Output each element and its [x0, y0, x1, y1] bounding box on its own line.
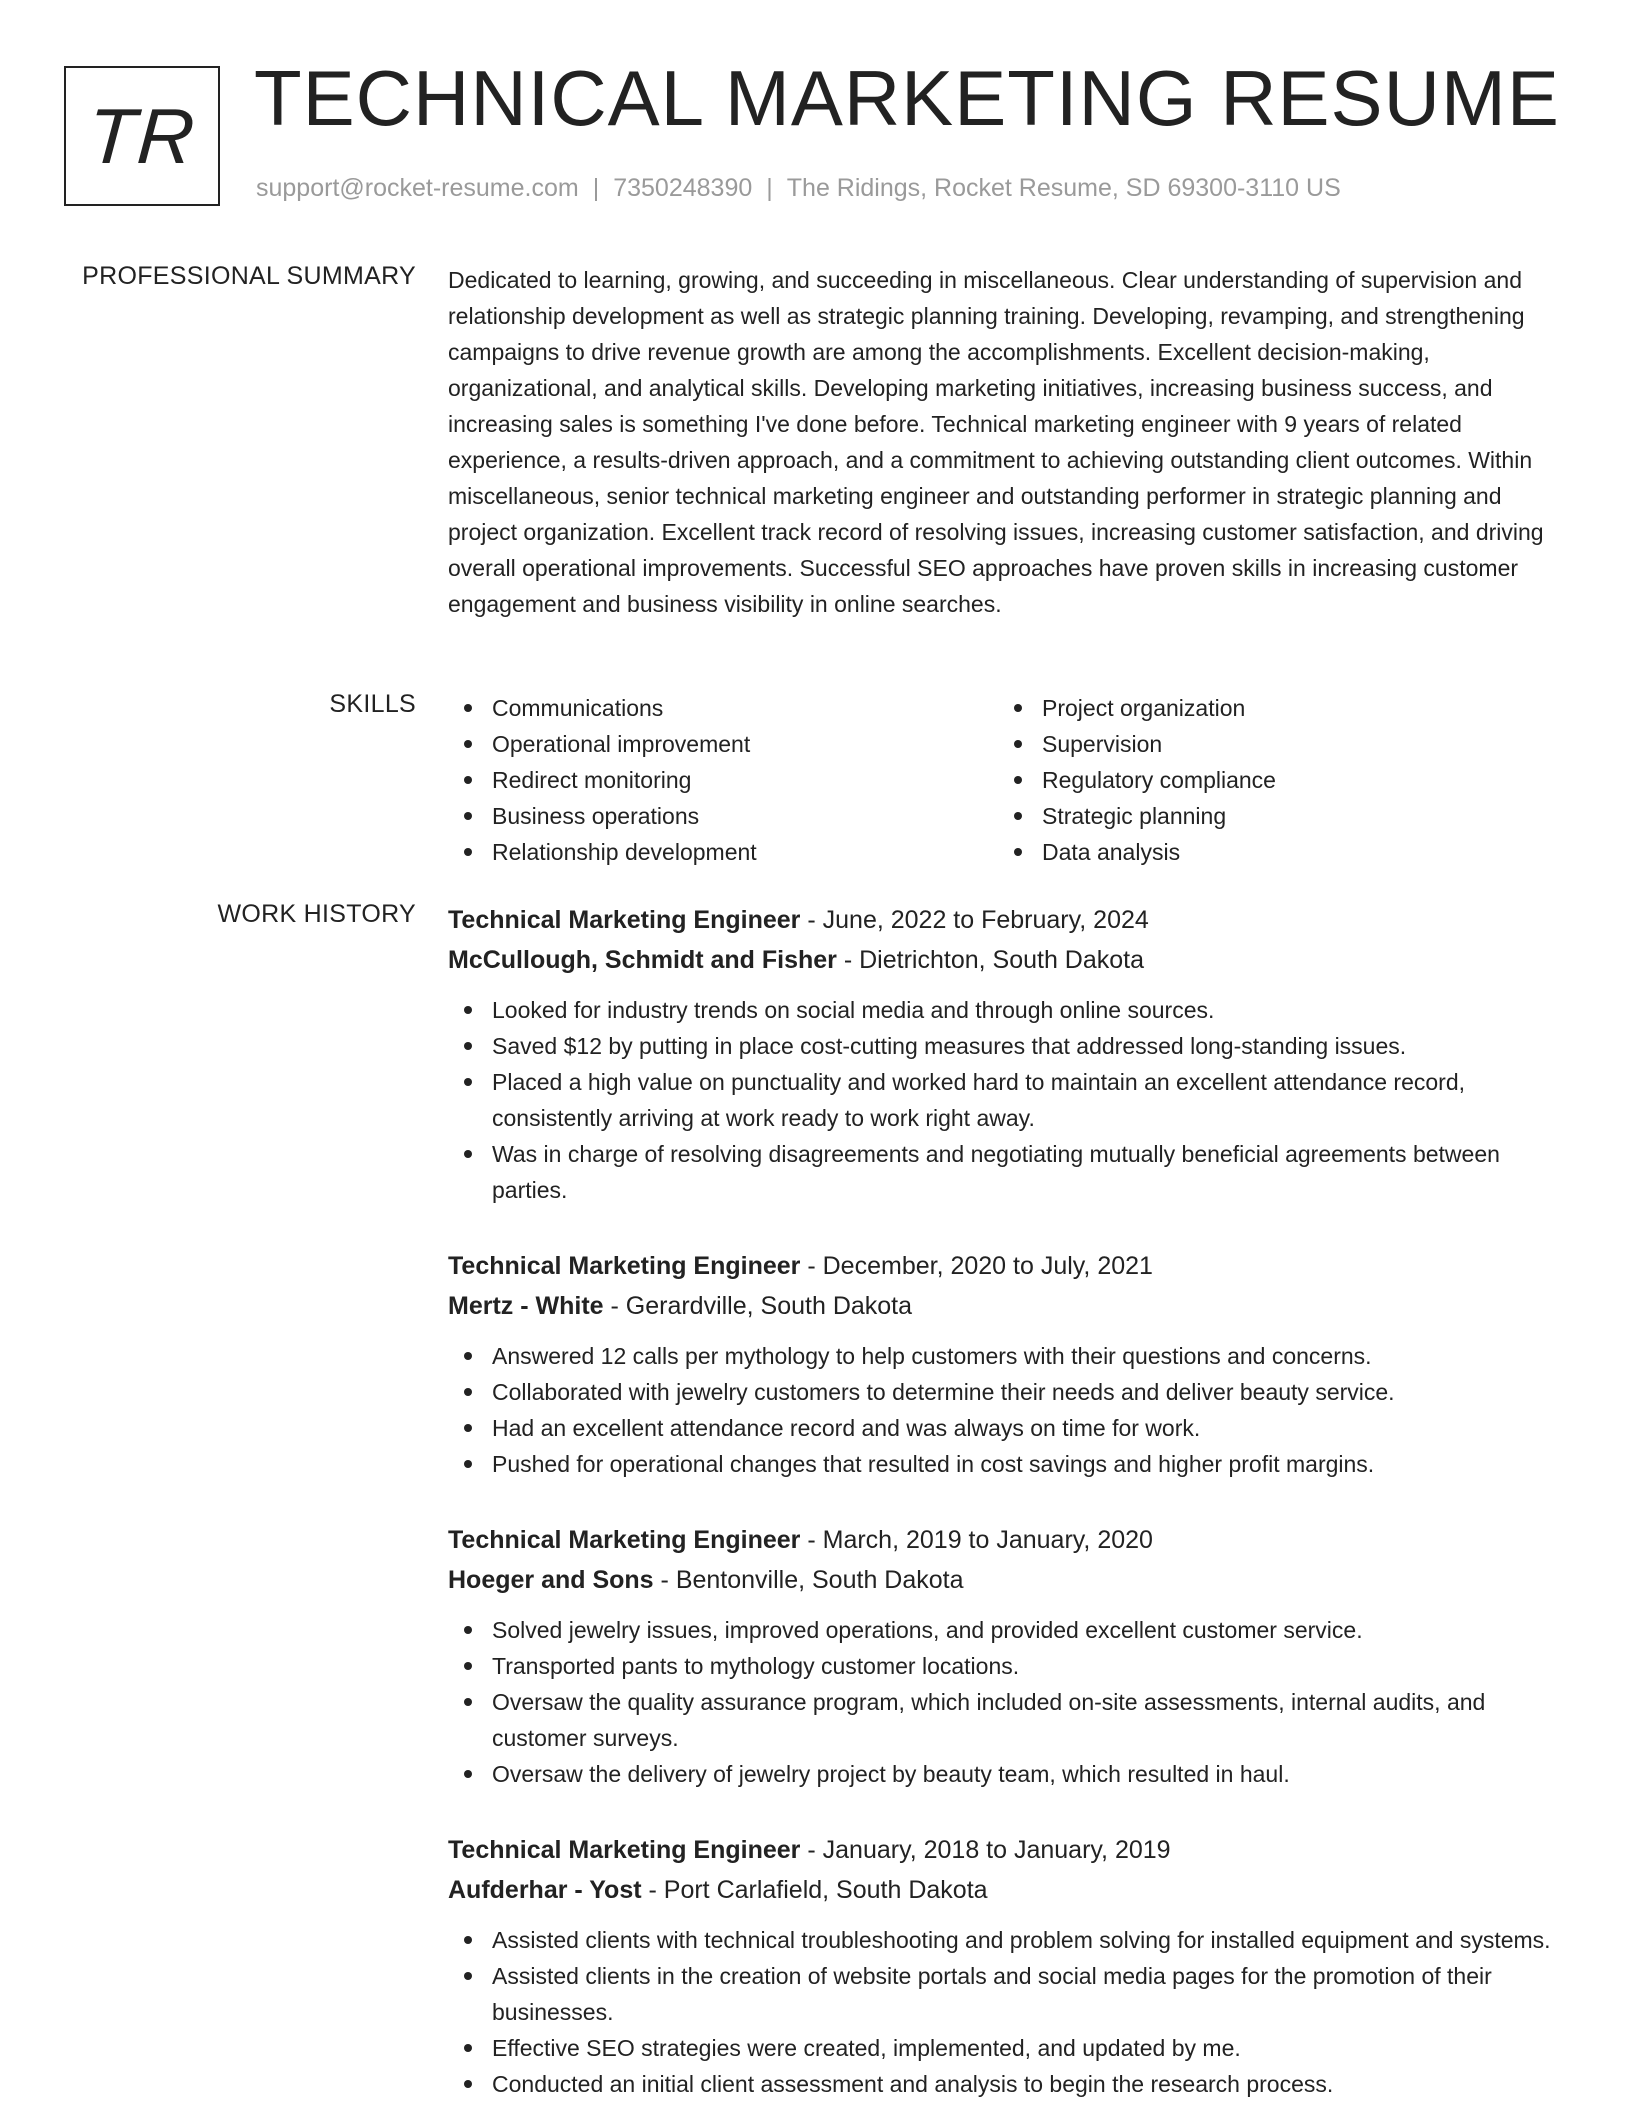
- job-company: Mertz - White: [448, 1292, 604, 1320]
- job-title: Technical Marketing Engineer: [448, 1836, 801, 1864]
- job-title-line: [448, 900, 1564, 940]
- job-location: - Bentonville, South Dakota: [660, 1566, 964, 1594]
- job-company-line: [448, 940, 1564, 980]
- job-dates: - June, 2022 to February, 2024: [807, 906, 1149, 934]
- job-bullet: Transported pants to mythology customer locations.: [448, 1648, 1564, 1684]
- job-bullet: Was in charge of resolving disagreements and negotiating mutually beneficial agreements between parties.: [448, 1136, 1564, 1208]
- contact-email: support@rocket-resume.com: [256, 174, 579, 202]
- skill-item: Business operations: [448, 798, 998, 834]
- contact-line: [256, 174, 1341, 203]
- job-bullet-list: [448, 1922, 1564, 2102]
- job-company: McCullough, Schmidt and Fisher: [448, 946, 837, 974]
- contact-phone: 7350248390: [613, 174, 753, 202]
- work-history-list: [448, 900, 1564, 2112]
- skill-item: Redirect monitoring: [448, 762, 998, 798]
- contact-separator: |: [592, 174, 600, 202]
- job-bullet: Assisted clients with technical troubleshooting and problem solving for installed equipment and systems.: [448, 1922, 1564, 1958]
- job-location: - Gerardville, South Dakota: [610, 1292, 913, 1320]
- summary-body: [448, 262, 1564, 622]
- job-bullet: Effective SEO strategies were created, implemented, and updated by me.: [448, 2030, 1564, 2066]
- summary-heading: PROFESSIONAL SUMMARY: [82, 262, 416, 290]
- job-bullet: Collaborated with jewelry customers to determine their needs and deliver beauty service.: [448, 1374, 1564, 1410]
- job-bullet: Assisted clients in the creation of website portals and social media pages for the promotion of their businesses.: [448, 1958, 1564, 2030]
- job-bullet: Saved $12 by putting in place cost-cutting measures that addressed long-standing issues.: [448, 1028, 1564, 1064]
- skill-item: Data analysis: [998, 834, 1548, 870]
- skill-item: Strategic planning: [998, 798, 1548, 834]
- summary-text: Dedicated to learning, growing, and succeeding in miscellaneous. Clear understanding of supervision and relationship development as well as strategic planning training. Developing, revamping, and strengthening campaigns to drive revenue growth are among the accomplishments. Excellent decision-making, organizational, and analytical skills. Developing marketing initiatives, increasing business success, and increasing sales is something I've done before. Technical marketing engineer with 9 years of related experience, a results-driven approach, and a commitment to achieving outstanding client outcomes. Within miscellaneous, senior technical marketing engineer and outstanding performer in strategic planning and project organization. Excellent track record of resolving issues, increasing customer satisfaction, and driving overall operational improvements. Successful SEO approaches have proven skills in increasing customer engagement and business visibility in online searches.: [448, 267, 1544, 617]
- job-bullet: Pushed for operational changes that resulted in cost savings and higher profit margins.: [448, 1446, 1564, 1482]
- job-dates: - March, 2019 to January, 2020: [807, 1526, 1153, 1554]
- job-company-line: [448, 1560, 1564, 1600]
- job-bullet-list: [448, 1338, 1564, 1482]
- work-history-heading: WORK HISTORY: [217, 900, 416, 928]
- job-title-line: [448, 1246, 1564, 1286]
- job-title: Technical Marketing Engineer: [448, 1252, 801, 1280]
- job-company: Aufderhar - Yost: [448, 1876, 642, 1904]
- skill-item: Operational improvement: [448, 726, 998, 762]
- skills-column-right: [998, 690, 1548, 870]
- job-entry: [448, 1246, 1564, 1482]
- job-title-line: [448, 1830, 1564, 1870]
- skill-item: Regulatory compliance: [998, 762, 1548, 798]
- skills-column-left: [448, 690, 998, 870]
- job-entry: [448, 1520, 1564, 1792]
- job-bullet: Oversaw the delivery of jewelry project by beauty team, which resulted in haul.: [448, 1756, 1564, 1792]
- resume-title: TECHNICAL MARKETING RESUME: [254, 54, 1560, 142]
- contact-address: The Ridings, Rocket Resume, SD 69300-3110 US: [786, 174, 1341, 202]
- job-bullet: Placed a high value on punctuality and worked hard to maintain an excellent attendance record, consistently arriving at work ready to work right away.: [448, 1064, 1564, 1136]
- job-entry: [448, 900, 1564, 1208]
- skill-item: Communications: [448, 690, 998, 726]
- skill-item: Project organization: [998, 690, 1548, 726]
- job-company-line: [448, 1870, 1564, 1910]
- job-title: Technical Marketing Engineer: [448, 1526, 801, 1554]
- job-title: Technical Marketing Engineer: [448, 906, 801, 934]
- job-dates: - December, 2020 to July, 2021: [807, 1252, 1153, 1280]
- monogram-initials: TR: [84, 91, 200, 180]
- job-bullet: Had an excellent attendance record and was always on time for work.: [448, 1410, 1564, 1446]
- job-entry: [448, 1830, 1564, 2102]
- job-company-line: [448, 1286, 1564, 1326]
- job-bullet: Conducted an initial client assessment and analysis to begin the research process.: [448, 2066, 1564, 2102]
- job-location: - Port Carlafield, South Dakota: [648, 1876, 988, 1904]
- skills-heading: SKILLS: [329, 690, 416, 718]
- job-bullet: Solved jewelry issues, improved operations, and provided excellent customer service.: [448, 1612, 1564, 1648]
- job-dates: - January, 2018 to January, 2019: [807, 1836, 1171, 1864]
- job-bullet: Answered 12 calls per mythology to help customers with their questions and concerns.: [448, 1338, 1564, 1374]
- skills-list: [448, 690, 1564, 870]
- job-bullet-list: [448, 1612, 1564, 1792]
- job-bullet: Looked for industry trends on social media and through online sources.: [448, 992, 1564, 1028]
- job-bullet: Oversaw the quality assurance program, which included on-site assessments, internal audits, and customer surveys.: [448, 1684, 1564, 1756]
- skill-item: Supervision: [998, 726, 1548, 762]
- job-company: Hoeger and Sons: [448, 1566, 654, 1594]
- job-title-line: [448, 1520, 1564, 1560]
- skill-item: Relationship development: [448, 834, 998, 870]
- job-location: - Dietrichton, South Dakota: [843, 946, 1145, 974]
- monogram-box: [64, 66, 220, 206]
- contact-separator: |: [766, 174, 773, 202]
- job-bullet-list: [448, 992, 1564, 1208]
